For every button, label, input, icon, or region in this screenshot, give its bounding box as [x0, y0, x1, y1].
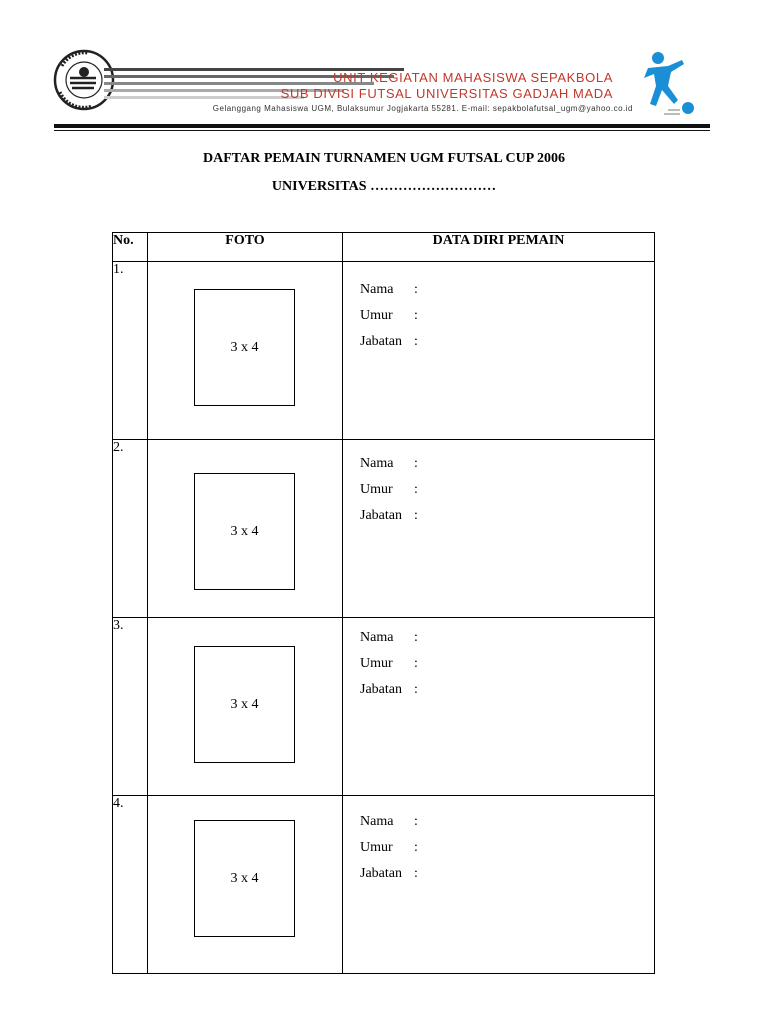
- futsal-player-icon: [638, 50, 700, 116]
- colon: :: [414, 334, 418, 349]
- label-jabatan: Jabatan: [360, 508, 402, 523]
- label-jabatan: Jabatan: [360, 334, 402, 349]
- colon: :: [414, 656, 418, 671]
- row-number: 1.: [113, 262, 148, 440]
- colon: :: [414, 482, 418, 497]
- document-title: DAFTAR PEMAIN TURNAMEN UGM FUTSAL CUP 2006: [203, 151, 565, 166]
- photo-cell: [148, 262, 343, 440]
- colon: :: [414, 630, 418, 645]
- photo-cell: [148, 796, 343, 974]
- photo-size-label: 3 x 4: [230, 870, 259, 886]
- org-name-line1: UNIT KEGIATAN MAHASISWA SEPAKBOLA: [333, 70, 613, 85]
- field-jabatan[interactable]: [360, 682, 418, 698]
- field-nama[interactable]: [360, 282, 418, 298]
- label-nama: Nama: [360, 630, 394, 645]
- field-umur[interactable]: [360, 840, 418, 856]
- header-rule-thin: [54, 130, 710, 131]
- label-umur: Umur: [360, 840, 393, 855]
- field-jabatan[interactable]: [360, 866, 418, 882]
- photo-cell: [148, 440, 343, 618]
- field-umur[interactable]: [360, 308, 418, 324]
- university-line: UNIVERSITAS ………………………: [271, 179, 497, 194]
- table-header-row: [113, 233, 655, 262]
- field-nama[interactable]: [360, 456, 418, 472]
- photo-placeholder[interactable]: [194, 473, 295, 590]
- photo-cell: [148, 618, 343, 796]
- label-jabatan: Jabatan: [360, 682, 402, 697]
- header-rule-thick: [54, 124, 710, 128]
- player-data-cell: [343, 440, 655, 618]
- player-data-cell: [343, 796, 655, 974]
- photo-placeholder[interactable]: [194, 646, 295, 763]
- org-name-line2: SUB DIVISI FUTSAL UNIVERSITAS GADJAH MADA: [280, 86, 613, 101]
- photo-size-label: 3 x 4: [230, 696, 259, 712]
- photo-placeholder[interactable]: [194, 820, 295, 937]
- letterhead: [0, 0, 768, 140]
- colon: :: [414, 814, 418, 829]
- label-umur: Umur: [360, 482, 393, 497]
- photo-placeholder[interactable]: [194, 289, 295, 406]
- field-jabatan[interactable]: [360, 508, 418, 524]
- player-data-cell: [343, 262, 655, 440]
- label-umur: Umur: [360, 656, 393, 671]
- label-nama: Nama: [360, 282, 394, 297]
- photo-size-label: 3 x 4: [230, 523, 259, 539]
- org-address: Gelanggang Mahasiswa UGM, Bulaksumur Jogjakarta 55281. E-mail: sepakbolafutsal_ugm@yahoo.co.id: [212, 104, 633, 113]
- field-jabatan[interactable]: [360, 334, 418, 350]
- label-jabatan: Jabatan: [360, 866, 402, 881]
- table-row: [113, 618, 655, 796]
- field-umur[interactable]: [360, 656, 418, 672]
- player-roster-table: [112, 232, 655, 974]
- colon: :: [414, 866, 418, 881]
- label-umur: Umur: [360, 308, 393, 323]
- table-row: [113, 262, 655, 440]
- player-data-cell: [343, 618, 655, 796]
- header-data-diri: DATA DIRI PEMAIN: [343, 233, 655, 262]
- colon: :: [414, 508, 418, 523]
- label-nama: Nama: [360, 814, 394, 829]
- field-nama[interactable]: [360, 814, 418, 830]
- colon: :: [414, 840, 418, 855]
- header-foto: FOTO: [148, 233, 343, 262]
- header-no: No.: [113, 233, 148, 262]
- colon: :: [414, 308, 418, 323]
- row-number: 3.: [113, 618, 148, 796]
- photo-size-label: 3 x 4: [230, 339, 259, 355]
- row-number: 4.: [113, 796, 148, 974]
- field-umur[interactable]: [360, 482, 418, 498]
- field-nama[interactable]: [360, 630, 418, 646]
- table-row: [113, 440, 655, 618]
- colon: :: [414, 456, 418, 471]
- label-nama: Nama: [360, 456, 394, 471]
- colon: :: [414, 282, 418, 297]
- table-row: [113, 796, 655, 974]
- colon: :: [414, 682, 418, 697]
- row-number: 2.: [113, 440, 148, 618]
